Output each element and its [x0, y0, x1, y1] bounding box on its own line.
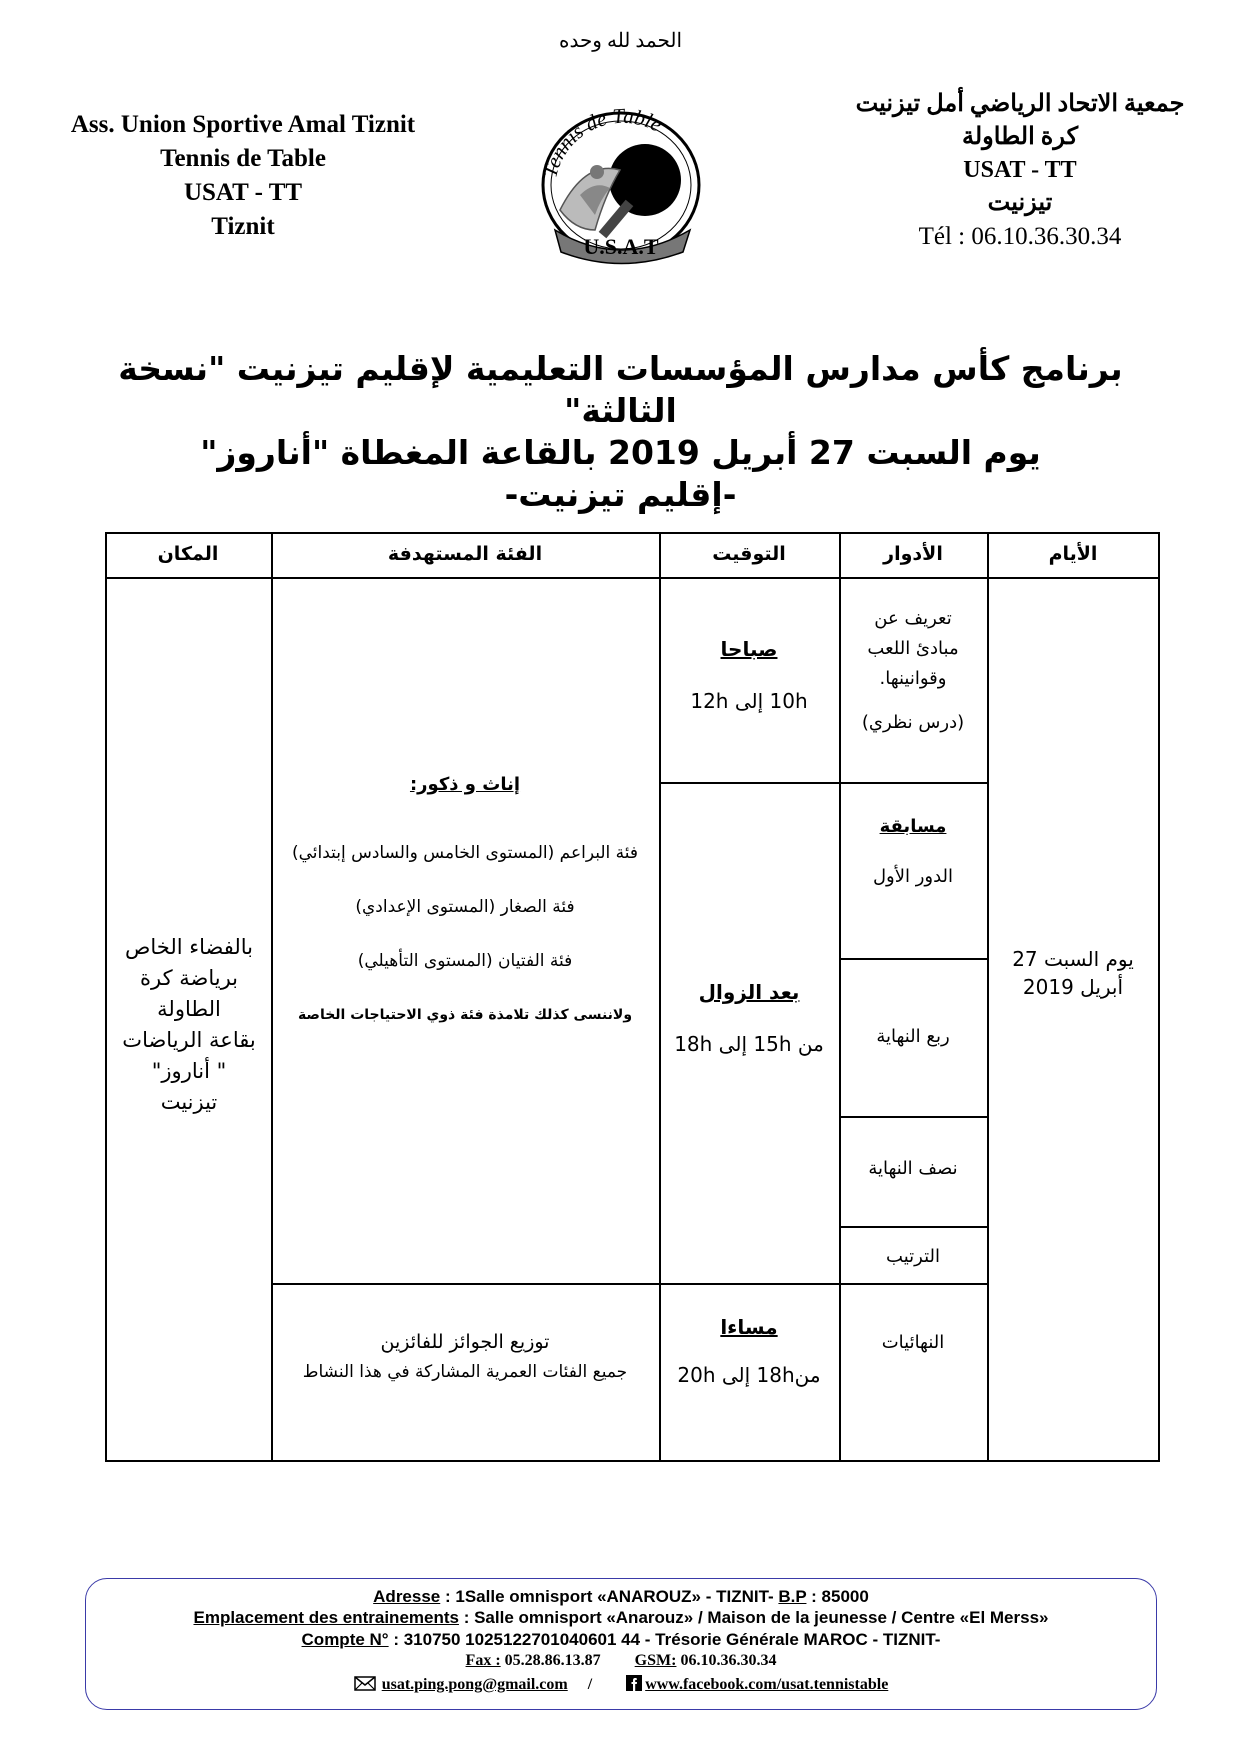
- address-value: : 1Salle omnisport «ANAROUZ» - TIZNIT-: [440, 1587, 779, 1606]
- footer-fax-gsm: [86, 1652, 1156, 1670]
- round-first: الدور الأول: [872, 866, 954, 887]
- awards-title: توزيع الجوائز للفائزين: [380, 1331, 550, 1353]
- category-heading: إناث و ذكور:: [409, 774, 521, 795]
- footer-account: [86, 1630, 1156, 1650]
- round-competition-title: مسابقة: [879, 816, 947, 837]
- gsm-value: 06.10.36.30.34: [676, 1652, 777, 1669]
- round-ranking: الترتيب: [886, 1246, 940, 1267]
- facebook-icon: [626, 1675, 642, 1696]
- training-value: : Salle omnisport «Anarouz» / Maison de la jeunesse / Centre «El Merss»: [458, 1608, 1049, 1627]
- club-name-line: Ass. Union Sportive Amal Tiznit: [70, 111, 416, 138]
- contact-footer: [85, 1578, 1157, 1710]
- logo-top-text: Tennis de Table: [537, 103, 666, 180]
- fax-label: Fax :: [465, 1652, 501, 1669]
- timing-afternoon-time: من 15h إلى 18h: [674, 1032, 824, 1056]
- category-block: [273, 770, 657, 1030]
- round-theory-line: مبادئ اللعب: [867, 638, 959, 659]
- bp-value: : 85000: [806, 1587, 869, 1606]
- club-acronym-line: USAT - TT: [183, 179, 303, 206]
- training-label: Emplacement des entrainements: [193, 1608, 459, 1627]
- facebook-link[interactable]: www.facebook.com/usat.tennistable: [645, 1676, 889, 1694]
- place-line: الطاولة: [157, 997, 221, 1021]
- event-day-line1: يوم السبت 27: [1012, 947, 1134, 971]
- round-theory-note: (درس نظري): [861, 712, 965, 733]
- awards-subtitle: جميع الفئات العمرية المشاركة في هذا النشاط: [302, 1362, 628, 1382]
- awards-block: [273, 1327, 657, 1387]
- account-value: : 310750 1025122701040601 44 - Trésorie Générale MAROC - TIZNIT-: [388, 1630, 941, 1649]
- logo-bottom-text: U.S.A.T: [583, 234, 659, 259]
- timing-evening-label: مساءا: [720, 1315, 778, 1339]
- timing-morning: [659, 634, 839, 716]
- club-city-ar-line: تيزنيت: [987, 190, 1053, 216]
- round-theory: [839, 604, 987, 738]
- club-name-ar-line: جمعية الاتحاد الرياضي أمل تيزنيت: [855, 91, 1185, 117]
- footer-training-locations: [86, 1608, 1156, 1628]
- club-name-arabic: [840, 88, 1200, 253]
- program-title-line3: -إقليم تيزنيت-: [504, 475, 737, 514]
- header-place: المكان: [157, 543, 219, 565]
- account-label: Compte N°: [301, 1630, 389, 1649]
- round-competition: [839, 812, 987, 892]
- event-day: [989, 945, 1157, 1001]
- footer-address: [86, 1587, 1156, 1607]
- timing-morning-label: صباحا: [720, 637, 778, 661]
- round-semifinal: نصف النهاية: [868, 1158, 958, 1179]
- program-title-line2: يوم السبت 27 أبريل 2019 بالقاعة المغطاة "أناروز": [200, 433, 1041, 472]
- category-item: فئة البراعم (المستوى الخامس والسادس إبتدائي): [291, 843, 639, 863]
- round-theory-line: تعريف عن: [874, 608, 952, 629]
- email-link[interactable]: usat.ping.pong@gmail.com: [381, 1676, 568, 1694]
- header-timing: التوقيت: [712, 543, 786, 565]
- timing-afternoon-label: بعد الزوال: [698, 980, 800, 1004]
- header-rounds: الأدوار: [883, 543, 943, 565]
- round-quarterfinal: ربع النهاية: [876, 1026, 950, 1047]
- event-place: [107, 932, 271, 1118]
- category-item: فئة الفتيان (المستوى التأهيلي): [357, 951, 573, 971]
- place-line: تيزنيت: [160, 1090, 218, 1114]
- timing-morning-time: 10h إلى 12h: [690, 689, 808, 713]
- timing-evening-time: من18h إلى 20h: [677, 1363, 821, 1387]
- club-logo: [525, 100, 715, 270]
- place-line: بقاعة الرياضات: [122, 1028, 256, 1052]
- program-title: [80, 348, 1161, 516]
- club-acronym-ar-line: USAT - TT: [963, 157, 1077, 183]
- club-city-line: Tiznit: [211, 213, 275, 240]
- club-sport-ar-line: كرة الطاولة: [962, 124, 1078, 150]
- place-line: برياضة كرة: [139, 966, 239, 990]
- phone-number: Tél : 06.10.36.30.34: [918, 223, 1122, 250]
- gsm-label: GSM:: [634, 1652, 677, 1669]
- round-finals: النهائيات: [881, 1332, 945, 1353]
- club-sport-line: Tennis de Table: [160, 145, 326, 172]
- header-days: الأيام: [1048, 543, 1098, 565]
- timing-evening: [659, 1312, 839, 1390]
- header-category: الفئة المستهدفة: [387, 543, 543, 565]
- category-item: فئة الصغار (المستوى الإعدادي): [355, 897, 575, 917]
- schedule-table: [105, 532, 1160, 1462]
- round-theory-line: وقوانينها.: [879, 668, 947, 689]
- category-note: ولاننسى كذلك تلامذة فئة ذوي الاحتياجات الخاصة: [297, 1007, 633, 1023]
- links-separator: /: [587, 1676, 593, 1694]
- timing-afternoon: [659, 977, 839, 1059]
- footer-links: [86, 1675, 1156, 1696]
- event-day-line2: أبريل 2019: [1022, 975, 1124, 999]
- bp-label: B.P: [778, 1587, 807, 1606]
- envelope-icon: [354, 1676, 376, 1696]
- header-invocation: الحمد لله وحده: [558, 30, 683, 52]
- fax-value: 05.28.86.13.87: [500, 1652, 601, 1669]
- place-line: " أناروز": [151, 1059, 227, 1083]
- program-title-line1: برنامج كأس مدارس المؤسسات التعليمية لإقليم تيزنيت "نسخة الثالثة": [118, 349, 1123, 430]
- club-name-french: [28, 108, 458, 244]
- address-label: Adresse: [373, 1587, 441, 1606]
- place-line: بالفضاء الخاص: [125, 935, 253, 959]
